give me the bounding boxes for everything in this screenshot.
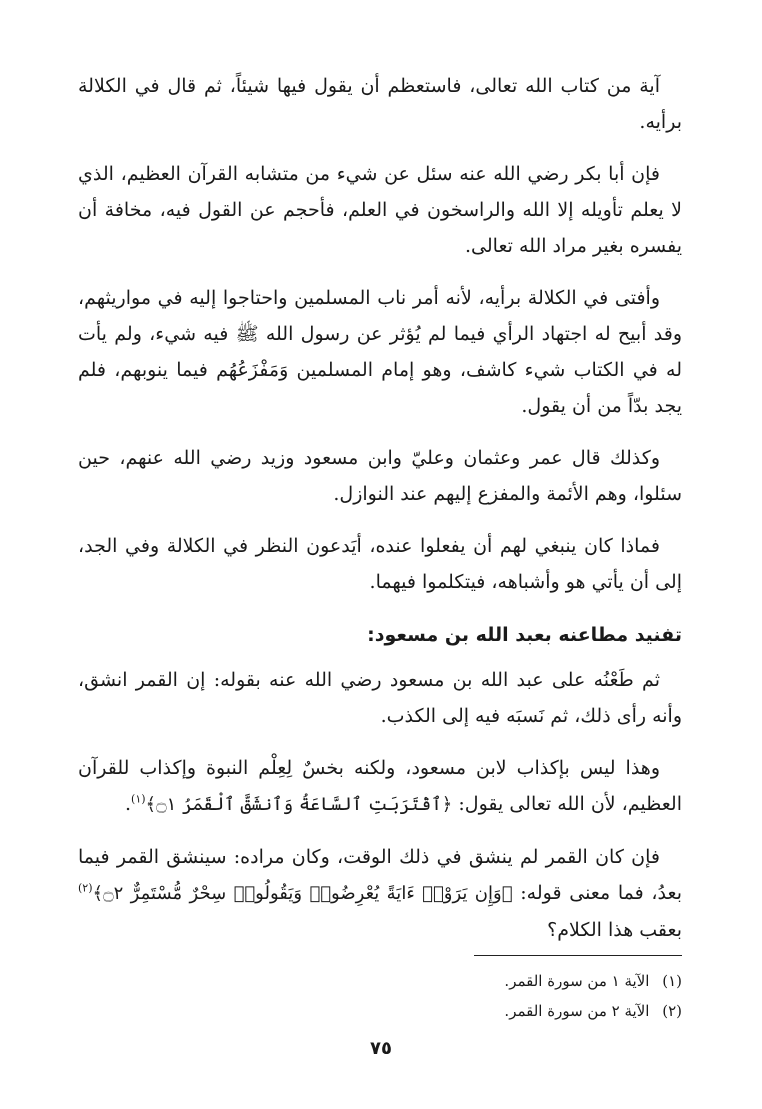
footnote-2 [282,996,682,1026]
footnote-1 [282,966,682,996]
paragraph-7-text: وهذا ليس بإكذاب لابن مسعود، ولكنه بخسٌ لِعِلْم النبوة وإكذاب للقرآن العظيم، لأن الله تعالى يقول: [78,757,682,815]
page-number: ٧٥ [370,1038,392,1059]
footnote-number: (٢) [662,1002,682,1020]
footnote-number: (١) [662,972,682,990]
paragraph-8 [78,839,682,948]
footnote-ref-2[interactable]: (٢) [78,881,93,895]
paragraph-1: آية من كتاب الله تعالى، فاستعظم أن يقول فيها شيئاً، ثم قال في الكلالة برأيه. [78,75,682,133]
paragraph-8-text: فإن كان القمر لم ينشق في ذلك الوقت، وكان مراده: سينشق القمر فيما بعدُ، فما معنى قوله: [78,846,682,904]
footnote-divider [474,955,682,956]
quran-verse-2: ﴿وَإِن يَرَوْا۟ ءَايَةً يُعْرِضُوا۟ وَيَقُولُوا۟ سِحْرٌ مُّسْتَمِرٌّ ۝٢﴾ [92,883,513,904]
paragraph-7-end: . [124,793,132,815]
paragraph-5: فماذا كان ينبغي لهم أن يفعلوا عنده، أيَدعون النظر في الكلالة وفي الجد، إلى أن يأتي هو وأشباهه، فيتكلموا فيهما. [78,535,682,593]
paragraph-4: وكذلك قال عمر وعثمان وعليّ وابن مسعود وزيد رضي الله عنهم، حين سئلوا، وهم الأئمة والمفزع إليهم عند النوازل. [78,447,682,505]
paragraph-7 [78,750,682,823]
paragraph-3: وأفتى في الكلالة برأيه، لأنه أمر ناب المسلمين واحتاجوا إليه في مواريثهم، وقد أبيح له اجتهاد الرأي فيما لم يُؤثر عن رسول الله ﷺ فيه شيء، ولم يأت له في الكتاب شيء كاشف، وهو إمام المسلمين وَمَفْزَعُهُم فيما ينوبهم، فلم يجد بدّاً من أن يقول. [78,287,682,417]
quran-verse-1: ﴿ٱقْتَرَبَتِ ٱلسَّاعَةُ وَٱنشَقَّ ٱلْقَمَرُ ۝١﴾ [145,794,453,815]
paragraph-8-end: بعقب هذا الكلام؟ [547,919,682,941]
footnote-text: الآية ٢ من سورة القمر. [504,1002,650,1020]
paragraph-2: فإن أبا بكر رضي الله عنه سئل عن شيء من متشابه القرآن العظيم، الذي لا يعلم تأويله إلا الله والراسخون في العلم، فأحجم عن القول فيه، مخافة أن يفسره بغير مراد الله تعالى. [78,163,682,257]
footnotes [282,966,682,1026]
paragraph-6: ثم طَعْنُه على عبد الله بن مسعود رضي الله عنه بقوله: إن القمر انشق، وأنه رأى ذلك، ثم نَسبَه فيه إلى الكذب. [78,669,682,727]
page-body [78,68,682,964]
section-heading: تفنيد مطاعنه بعبد الله بن مسعود: [367,624,682,646]
footnote-ref-1[interactable]: (١) [131,792,146,806]
footnote-text: الآية ١ من سورة القمر. [504,972,650,990]
